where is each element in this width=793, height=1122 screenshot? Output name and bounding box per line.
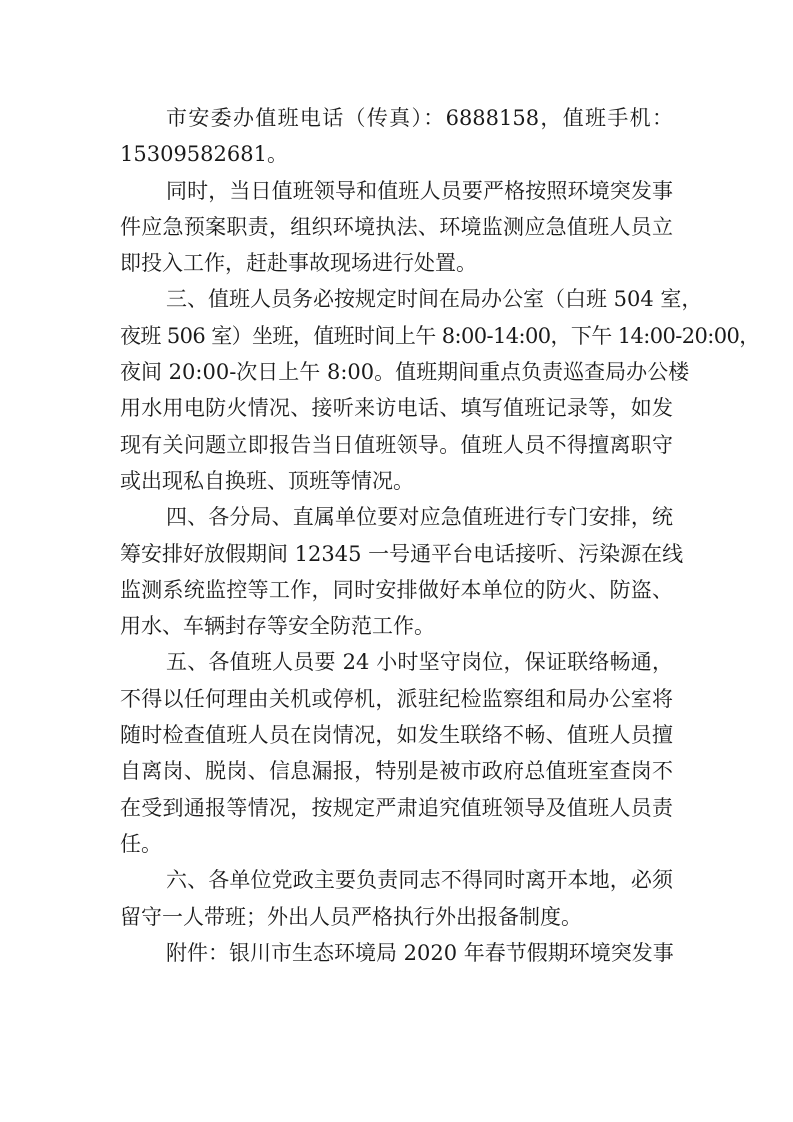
text-line: 任。 [120, 831, 162, 856]
paragraph-item-6 [120, 862, 673, 935]
text-line: 监测系统监控等工作，同时安排做好本单位的防火、防盗、 [120, 577, 673, 602]
text-line: 即投入工作，赶赴事故现场进行处置。 [120, 251, 477, 276]
text-line: 筹安排好放假期间 12345 一号通平台电话接听、污染源在线 [120, 541, 684, 566]
text-line: 在受到通报等情况，按规定严肃追究值班领导及值班人员责 [120, 795, 673, 820]
paragraph-item-3 [120, 281, 760, 499]
text-line: 三、值班人员务必按规定时间在局办公室（白班 504 室， [166, 287, 703, 312]
text-line: 夜间 20:00-次日上午 8:00。值班期间重点负责巡查局办公楼 [120, 360, 690, 385]
paragraph-item-5 [120, 644, 673, 862]
text-line: 自离岗、脱岗、信息漏报，特别是被市政府总值班室查岗不 [120, 759, 673, 784]
text-line: 用水、车辆封存等安全防范工作。 [120, 614, 435, 639]
text-line: 件应急预案职责，组织环境执法、环境监测应急值班人员立 [120, 214, 673, 239]
paragraph-item-4 [120, 499, 684, 644]
text-line: 不得以任何理由关机或停机，派驻纪检监察组和局办公室将 [120, 686, 673, 711]
paragraph-leadership-response [120, 173, 673, 282]
text-line: 四、各分局、直属单位要对应急值班进行专门安排，统 [166, 505, 673, 530]
text-line: 同时，当日值班领导和值班人员要严格按照环境突发事 [166, 178, 673, 203]
document-page [120, 100, 760, 971]
text-line: 市安委办值班电话（传真）：6888158，值班手机： [166, 106, 673, 130]
text-line: 现有关问题立即报告当日值班领导。值班人员不得擅离职守 [120, 432, 673, 457]
text-line: 六、各单位党政主要负责同志不得同时离开本地，必须 [166, 868, 673, 893]
paragraph-contact [120, 100, 673, 173]
paragraph-attachment [120, 935, 673, 971]
text-line: 15309582681。 [120, 142, 288, 167]
text-line: 夜班 506 室）坐班，值班时间上午 8:00-14:00，下午 14:00-20:00， [120, 323, 760, 348]
text-line: 五、各值班人员要 24 小时坚守岗位，保证联络畅通， [166, 650, 673, 675]
text-line: 随时检查值班人员在岗情况，如发生联络不畅、值班人员擅 [120, 723, 673, 748]
text-line: 用水用电防火情况、接听来访电话、填写值班记录等，如发 [120, 396, 673, 421]
text-line: 留守一人带班；外出人员严格执行外出报备制度。 [120, 904, 582, 929]
text-line: 或出现私自换班、顶班等情况。 [120, 468, 414, 493]
text-line: 附件：银川市生态环境局 2020 年春节假期环境突发事 [166, 940, 674, 965]
